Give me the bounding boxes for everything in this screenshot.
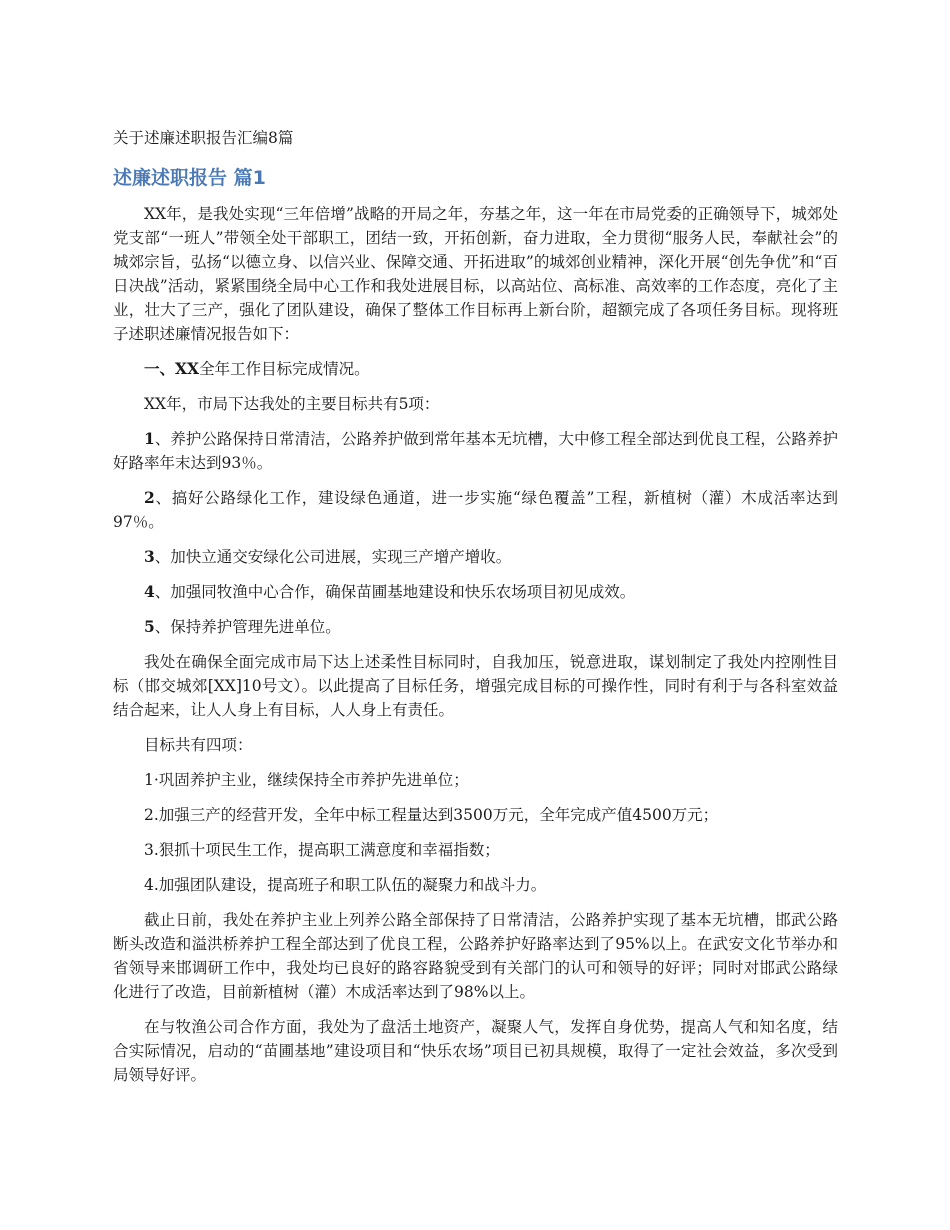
list-item-number: 2 <box>144 488 155 507</box>
paragraph: 截止日前，我处在养护主业上列养公路全部保持了日常清洁，公路养护实现了基本无坑槽，邯武公路断头改造和溢洪桥养护工程全部达到了优良工程，公路养护好路率达到了95%以上。在武安文化节举办和省领导来邯调研工作中，我处均已良好的路容路貌受到有关部门的认可和领导的好评；同时对邯武公路绿化进行了改造，目前新植树（灌）木成活率达到了98%以上。 <box>113 911 838 1001</box>
paragraph: XX年，是我处实现“三年倍增”战略的开局之年，夯基之年，这一年在市局党委的正确领导下，城郊处党支部“一班人”带领全处干部职工，团结一致，开拓创新，奋力进取，全力贯彻“服务人民，奉献社会”的城郊宗旨，弘扬“以德立身、以信兴业、保障交通、开拓进取”的城郊创业精神，深化开展“创先争优”和“百日决战”活动，紧紧围绕全局中心工作和我处进展目标，以高站位、高标准、高效率的工作态度，亮化了主业，壮大了三产，强化了团队建设，确保了整体工作目标再上新台阶，超额完成了各项任务目标。现将班子述职述廉情况报告如下： <box>113 205 838 343</box>
paragraph-lead: 一、XX <box>144 359 200 378</box>
list-item: 1·巩固养护主业，继续保持全市养护先进单位； <box>144 771 469 789</box>
paragraph: XX年，市局下达我处的主要目标共有5项： <box>144 395 440 413</box>
list-item: 4、加强同牧渔中心合作，确保苗圃基地建设和快乐农场项目初见成效。 <box>144 582 636 601</box>
paragraph: 目标共有四项： <box>144 736 253 754</box>
paragraph: 一、XX全年工作目标完成情况。 <box>144 359 370 378</box>
paragraph: 我处在确保全面完成市局下达上述柔性目标同时，自我加压，锐意进取，谋划制定了我处内控刚性目标（邯交城郊[XX]10号文）。以此提高了目标任务，增强完成目标的可操作性，同时有利于与各科室效益结合起来，让人人身上有目标，人人身上有责任。 <box>113 653 838 719</box>
list-item: 1、养护公路保持日常清洁，公路养护做到常年基本无坑槽，大中修工程全部达到优良工程，公路养护好路率年末达到93％。 <box>113 429 838 472</box>
document-title: 关于述廉述职报告汇编8篇 <box>113 129 294 147</box>
list-item: 5、保持养护管理先进单位。 <box>144 617 341 636</box>
list-item: 3.狠抓十项民生工作，提高职工满意度和幸福指数； <box>144 841 500 859</box>
list-item: 4.加强团队建设，提高班子和职工队伍的凝聚力和战斗力。 <box>144 876 547 894</box>
list-item: 2、搞好公路绿化工作，建设绿色通道，进一步实施“绿色覆盖”工程，新植树（灌）木成活率达到97％。 <box>113 488 838 531</box>
list-item-number: 1 <box>144 429 155 448</box>
list-item-number: 5 <box>144 617 155 636</box>
list-item: 3、加快立通交安绿化公司进展，实现三产增产增收。 <box>144 547 512 566</box>
list-item-number: 4 <box>144 582 155 601</box>
section-heading: 述廉述职报告 篇1 <box>113 167 266 189</box>
list-item: 2.加强三产的经营开发，全年中标工程量达到3500万元，全年完成产值4500万元； <box>144 806 719 824</box>
list-item-number: 3 <box>144 547 155 566</box>
paragraph: 在与牧渔公司合作方面，我处为了盘活土地资产，凝聚人气，发挥自身优势，提高人气和知名度，结合实际情况，启动的“苗圃基地”建设项目和“快乐农场”项目已初具规模，取得了一定社会效益，多次受到局领导好评。 <box>113 1018 838 1084</box>
document-body <box>113 202 838 1098</box>
